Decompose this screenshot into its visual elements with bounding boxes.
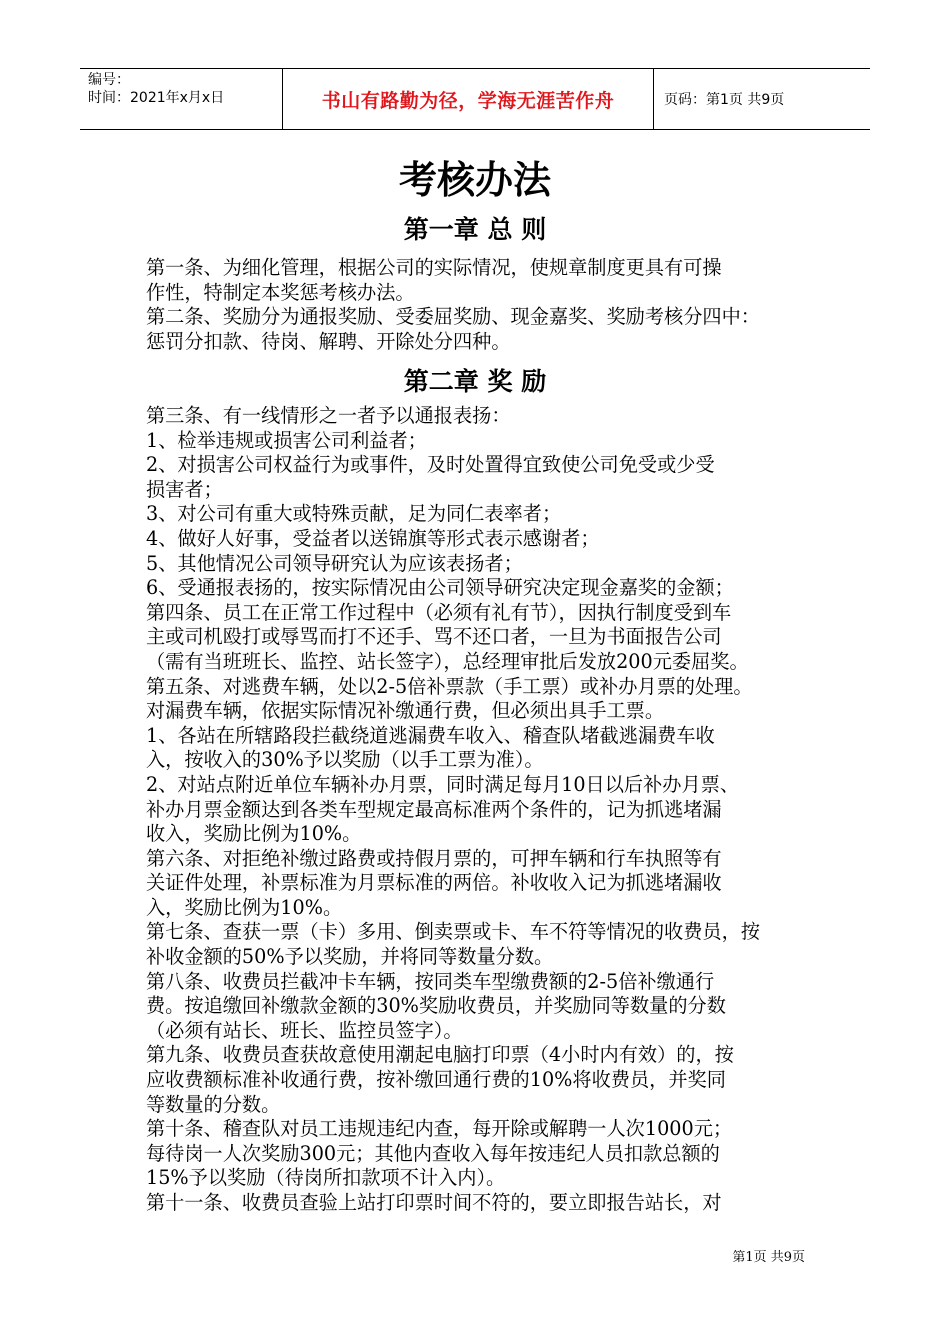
text-line: 关证件处理，补票标准为月票标准的两倍。补收收入记为抓逃堵漏收 (146, 871, 722, 895)
text-line: 每待岗一人次奖励300元；其他内查收入每年按违纪人员扣款总额的 (146, 1141, 720, 1165)
text-line: 第十条、稽查队对员工违规违纪内查，每开除或解聘一人次1000元； (146, 1117, 733, 1141)
text-line: 3、对公司有重大或特殊贡献，足为同仁表率者； (146, 502, 562, 526)
text-line: 15%予以奖励（待岗所扣款项不计入内）。 (146, 1166, 506, 1190)
header-table (80, 68, 870, 130)
chapter-heading-1: 第一章 总 则 (403, 215, 547, 244)
header-motto: 书山有路勤为径，学海无涯苦作舟 (282, 69, 654, 129)
text-line: 第九条、收费员查获故意使用潮起电脑打印票（4小时内有效）的，按 (146, 1043, 734, 1067)
text-line: 费。按追缴回补缴款金额的30%奖励收费员，并奖励同等数量的分数 (146, 994, 726, 1018)
text-line: 补办月票金额达到各类车型规定最高标准两个条件的，记为抓逃堵漏 (146, 797, 722, 821)
text-line: 6、受通报表扬的，按实际情况由公司领导研究决定现金嘉奖的金额； (146, 576, 734, 600)
text-line: 4、做好人好事，受益者以送锦旗等形式表示感谢者； (146, 526, 600, 550)
text-line: 入，奖励比例为10%。 (146, 895, 343, 919)
text-line: 主或司机殴打或辱骂而打不还手、骂不还口者，一旦为书面报告公司 (146, 625, 722, 649)
text-line: 第一条、为细化管理，根据公司的实际情况，使规章制度更具有可操 (146, 256, 722, 279)
text-line: 第二条、奖励分为通报奖励、受委屈奖励、现金嘉奖、奖励考核分四中： (146, 305, 760, 329)
text-line: 2、对站点附近单位车辆补办月票，同时满足每月10日以后补办月票、 (146, 772, 740, 796)
text-line: 2、对损害公司权益行为或事件，及时处置得宜致使公司免受或少受 (146, 453, 715, 477)
text-line: 收入，奖励比例为10%。 (146, 822, 362, 846)
chapter-1-body (146, 256, 822, 354)
document-number-label: 编号： (88, 72, 130, 88)
document-date-label: 时间：2021年x月x日 (88, 90, 225, 106)
page-footer: 第1页 共9页 (732, 1250, 805, 1265)
text-line: 补收金额的50%予以奖励，并将同等数量分数。 (146, 945, 554, 969)
text-line: 第五条、对逃费车辆，处以2-5倍补票款（手工票）或补办月票的处理。 (146, 674, 753, 698)
text-line: 作性，特制定本奖惩考核办法。 (146, 280, 415, 304)
text-line: 第八条、收费员拦截冲卡车辆，按同类车型缴费额的2-5倍补缴通行 (146, 969, 715, 993)
header-page-info: 页码：第1页 共9页 (664, 92, 785, 108)
text-line: 等数量的分数。 (146, 1092, 281, 1116)
chapter-heading-2: 第二章 奖 励 (403, 367, 547, 396)
text-line: 第十一条、收费员查验上站打印票时间不符的，要立即报告站长，对 (146, 1191, 722, 1214)
text-line: 惩罚分扣款、待岗、解聘、开除处分四种。 (146, 329, 511, 353)
text-line: 第三条、有一线情形之一者予以通报表扬： (146, 404, 511, 427)
text-line: 入，按收入的30%予以奖励（以手工票为准）。 (146, 748, 544, 772)
text-line: 应收费额标准补收通行费，按补缴回通行费的10%将收费员，并奖同 (146, 1068, 726, 1092)
text-line: 第七条、查获一票（卡）多用、倒卖票或卡、车不符等情况的收费员，按 (146, 920, 760, 944)
text-line: 损害者； (146, 477, 223, 501)
text-line: 对漏费车辆，依据实际情况补缴通行费，但必须出具手工票。 (146, 699, 665, 723)
text-line: 1、各站在所辖路段拦截绕道逃漏费车收入、稽查队堵截逃漏费车收 (146, 723, 715, 747)
text-line: （需有当班班长、监控、站长签字），总经理审批后发放200元委屈奖。 (146, 649, 749, 673)
header-meta-cell (80, 69, 282, 129)
text-line: （必须有站长、班长、监控员签字）。 (146, 1018, 463, 1042)
text-line: 第四条、员工在正常工作过程中（必须有礼有节），因执行制度受到车 (146, 600, 732, 624)
chapter-2-body (146, 404, 822, 1216)
text-line: 第六条、对拒绝补缴过路费或持假月票的，可押车辆和行车执照等有 (146, 846, 722, 870)
document-title: 考核办法 (398, 157, 551, 202)
text-line: 1、检举违规或损害公司利益者； (146, 428, 427, 452)
text-line: 5、其他情况公司领导研究认为应该表扬者； (146, 551, 523, 575)
